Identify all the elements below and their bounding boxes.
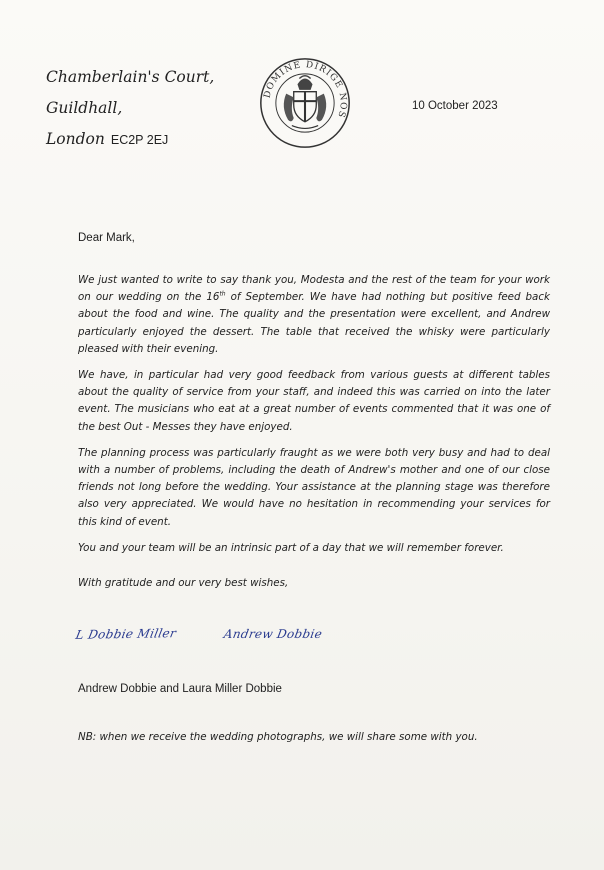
city-seal-icon [258,56,352,150]
paragraph-3: The planning process was particularly fraught as we were both very busy and had to deal with a number of problems, including the death of Andrew's mother and one of our close friends not long before the wedding. Your assistance at the planning stage was therefore also very appreciated. We would have no hesitation in recommending your services for this kind of event. [78,446,550,528]
paragraph-2: We have, in particular had very good feedback from various guests at different tables about the quality of service from your staff, and indeed this was carried on into the later event. The musicians who eat at a great number of events commented that it was one of the best Out - Messes they have enjoyed. [78,369,550,433]
letter-body [78,272,550,601]
signature-andrew: Andrew Dobbie [222,627,324,641]
address-line-1: Chamberlain's Court, [46,68,215,86]
paragraph-1 [78,272,550,358]
seal-motto: DOMINE DIRIGE NOS [262,60,348,120]
closing-line: With gratitude and our very best wishes, [78,577,289,590]
address-city: London [46,130,105,148]
signatures [74,626,378,657]
address-postcode: EC2P 2EJ [110,133,169,147]
paragraph-1-part-b: of September. We have had nothing but positive feed back about the food and wine. The quality and the presentation were excellent, and Andrew particularly enjoyed the dessert. The table that received the whisky were particularly pleased with their evening. [78,291,550,355]
paragraph-4: You and your team will be an intrinsic part of a day that we will remember forever. [78,541,504,554]
ordinal-suffix: th [219,290,226,298]
signature-laura: L Dobbie Miller [74,626,178,642]
address-line-3 [46,124,214,156]
address-line-2: Guildhall, [46,99,123,117]
letterhead-address [46,62,214,156]
letter-date: 10 October 2023 [412,100,498,112]
salutation: Dear Mark, [78,232,135,244]
paragraph-1-part-a: We just wanted to write to say thank you, Modesta and the rest of the team for your work on our wedding on the 16 [78,274,550,304]
signatory-names: Andrew Dobbie and Laura Miller Dobbie [78,683,282,695]
nb-note: NB: when we receive the wedding photographs, we will share some with you. [78,731,478,743]
